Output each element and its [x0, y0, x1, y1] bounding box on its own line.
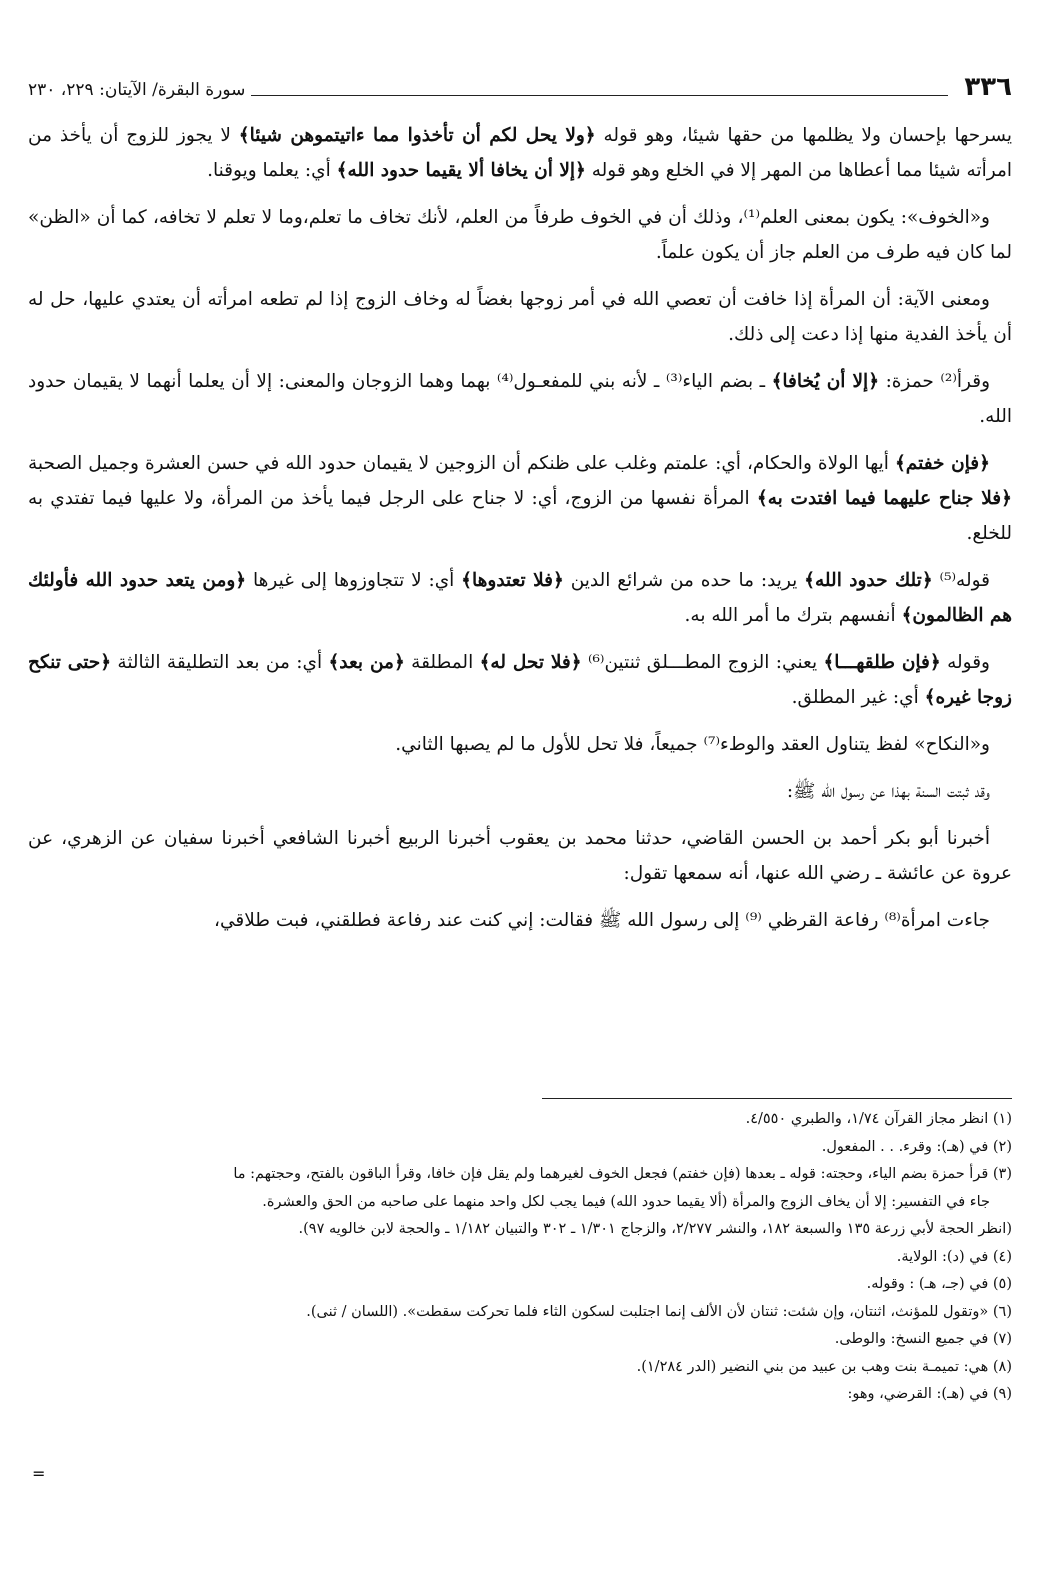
quran-quote: ﴿فلا جناح عليهما فيما افتدت به﴾ — [756, 488, 1012, 509]
quran-quote: ﴿إلا أن يخافا ألا يقيما حدود الله﴾ — [336, 160, 586, 181]
footnote-9: (٩) في (هـ): القرضي، وهو: — [847, 1386, 1012, 1402]
paragraph-6 — [28, 563, 1012, 633]
footnote-2: (٢) في (هـ): وقرء. . . المفعول. — [821, 1138, 1012, 1155]
text-span: أيها الولاة والحكام، أي: علمتم وغلب على ظنكم أن الزوجين لا يقيمان حدود الله في حسن العشرة وجميل الصحبة — [28, 453, 895, 474]
footnote-8: (٨) هي: تميمـة بنت وهب بن عبيد من بني النضير (الدر ١/٢٨٤). — [636, 1358, 1012, 1375]
text-span: المطلقة — [404, 652, 480, 673]
footnote-3-references: (انظر الحجة لأبي زرعة ١٣٥ والسبعة ١٨٢، والنشر ٢/٢٧٧، والزجاج ١/٣٠١ ـ ٣٠٢ والتبيان ١/١٨٢ ـ والحجة لابن خالويه ٩٧). — [298, 1221, 1012, 1237]
footnote-4: (٤) في (د): الولاية. — [896, 1248, 1012, 1265]
text-span: المرأة نفسها من الزوج، أي: لا جناح على الرجل فيما يأخذ من المرأة، ولا عليها فيما تفتدي به للخلع. — [28, 488, 1012, 544]
quran-quote: ﴿ولا يحل لكم أن تأخذوا مما ءاتيتموهن شيئا﴾ — [238, 125, 596, 146]
paragraph-5 — [28, 446, 1012, 551]
quran-quote: ﴿إلا أن يُخافا﴾ — [771, 371, 880, 392]
paragraph-3: ومعنى الآية: أن المرأة إذا خافت أن تعصي الله في أمر زوجها بغضاً له وخاف الزوج إذا لم تطعه امرأته أن يعتدي عليها، حل له أن يأخذ الفدية منها إذا دعت إلى ذلك. — [28, 289, 1012, 345]
quran-quote: ﴿فإن خفتم﴾ — [894, 453, 990, 474]
quran-quote: ﴿حتى تنكح زوجا غيره﴾ — [28, 652, 1012, 708]
paragraph-1 — [28, 118, 1012, 188]
continuation-mark: = — [32, 1464, 46, 1483]
footnote-6: (٦) «وتقول للمؤنث، اثنتان، وإن شئت: ثنتان لأن الألف إنما اجتلبت لسكون الثاء فلما تحركت سقطت». (اللسان / ثنى). — [306, 1303, 1012, 1320]
footnote-rule — [542, 1098, 1012, 1099]
footnote-7: (٧) في جميع النسخ: والوطى. — [834, 1331, 1012, 1347]
paragraph-4 — [28, 364, 1012, 434]
quran-quote: ﴿فلا تعتدوها﴾ — [461, 570, 564, 591]
paragraph-11: جاءت امرأة⁽⁸⁾ رفاعة القرظي ⁽⁹⁾ إلى رسول الله ﷺ فقالت: إني كنت عند رفاعة فطلقني، فبت طلاقي، — [214, 910, 990, 931]
quran-quote: ﴿فإن طلقهـــا﴾ — [823, 652, 941, 673]
paragraph-8: و«النكاح» لفظ يتناول العقد والوطء⁽⁷⁾ جميعاً، فلا تحل للأول ما لم يصبها الثاني. — [395, 734, 990, 755]
text-span: أي: لا تتجاوزوها إلى غيرها — [246, 570, 462, 591]
header-rule — [251, 95, 948, 96]
text-span: لا يجوز للزوج أن يأخذ من امرأته شيئا مما أعطاها من المهر إلا في الخلع وهو قوله — [28, 125, 1012, 181]
text-span: يريد: ما حده من شرائع الدين — [563, 570, 805, 591]
surah-title: سورة البقرة/ الآيتان: ٢٢٩، ٢٣٠ — [28, 80, 246, 100]
page-number: ٣٣٦ — [964, 72, 1012, 102]
text-span: يسرحها بإحسان ولا يظلمها من حقها شيئا، وهو قوله — [595, 125, 1012, 146]
footnotes — [28, 1106, 1012, 1409]
text-span: وقرأ⁽²⁾ حمزة: — [879, 371, 990, 392]
quran-quote: ﴿من بعد﴾ — [328, 652, 405, 673]
quran-quote: ﴿تلك حدود الله﴾ — [804, 570, 933, 591]
quran-quote: ﴿فلا تحل له﴾ — [479, 652, 582, 673]
paragraph-2: و«الخوف»: يكون بمعنى العلم⁽¹⁾، وذلك أن في الخوف طرفاً من العلم، لأنك تخاف ما تعلم،وما لا تعلم لا تخافه، كما أن «الظن» لما كان فيه طرف من العلم جاز أن يكون علماً. — [28, 207, 1012, 263]
quran-quote: ﴿ومن يتعد حدود الله فأولئك هم الظالمون﴾ — [28, 570, 1012, 626]
footnote-5: (٥) في (جـ، هـ) : وقوله. — [866, 1276, 1012, 1292]
text-span: وقوله — [940, 652, 990, 673]
footnote-1: (١) انظر مجاز القرآن ١/٧٤، والطبري ٤/٥٥٠. — [745, 1111, 1012, 1127]
text-span: ـ بضم الياء⁽³⁾ ـ لأنه بني للمفعـول⁽⁴⁾ بهما وهما الزوجان والمعنى: إلا أن يعلما أنهما لا يقيمان حدود الله. — [28, 371, 1012, 427]
paragraph-9: وقد ثبتت السنة بهذا عن رسول الله ﷺ: — [786, 781, 990, 802]
paragraph-7 — [28, 645, 1012, 715]
text-span: أي: من بعد التطليقة الثالثة — [111, 652, 329, 673]
text-span: يعني: الزوج المطـــلق ثنتين⁽⁶⁾ — [581, 652, 824, 673]
paragraph-10: أخبرنا أبو بكر أحمد بن الحسن القاضي، حدثنا محمد بن يعقوب أخبرنا الربيع أخبرنا الشافعي أخبرنا سفيان عن الزهري، عن عروة عن عائشة ـ رضي الله عنها، أنه سمعها تقول: — [28, 828, 1012, 884]
text-span: أنفسهم بترك ما أمر الله به. — [684, 605, 902, 626]
page-header — [28, 62, 1012, 102]
footnote-3-continued: جاء في التفسير: إلا أن يخاف الزوج والمرأة (ألا يقيما حدود الله) فيما يجب لكل واحد منهما على صاحبه من الحق والعشرة. — [262, 1193, 990, 1210]
main-text — [28, 118, 1012, 950]
footnote-3: (٣) قرأ حمزة بضم الياء، وحجته: قوله ـ بعدها (فإن خفتم) فجعل الخوف لغيرهما ولم يقل فإن خافا، وقرأ الباقون بالفتح، وحجتهم: ما — [233, 1166, 1012, 1182]
text-span: قوله⁽⁵⁾ — [932, 570, 990, 591]
text-span: أي: غير المطلق. — [791, 687, 925, 708]
text-span: أي: يعلما ويوقنا. — [207, 160, 337, 181]
